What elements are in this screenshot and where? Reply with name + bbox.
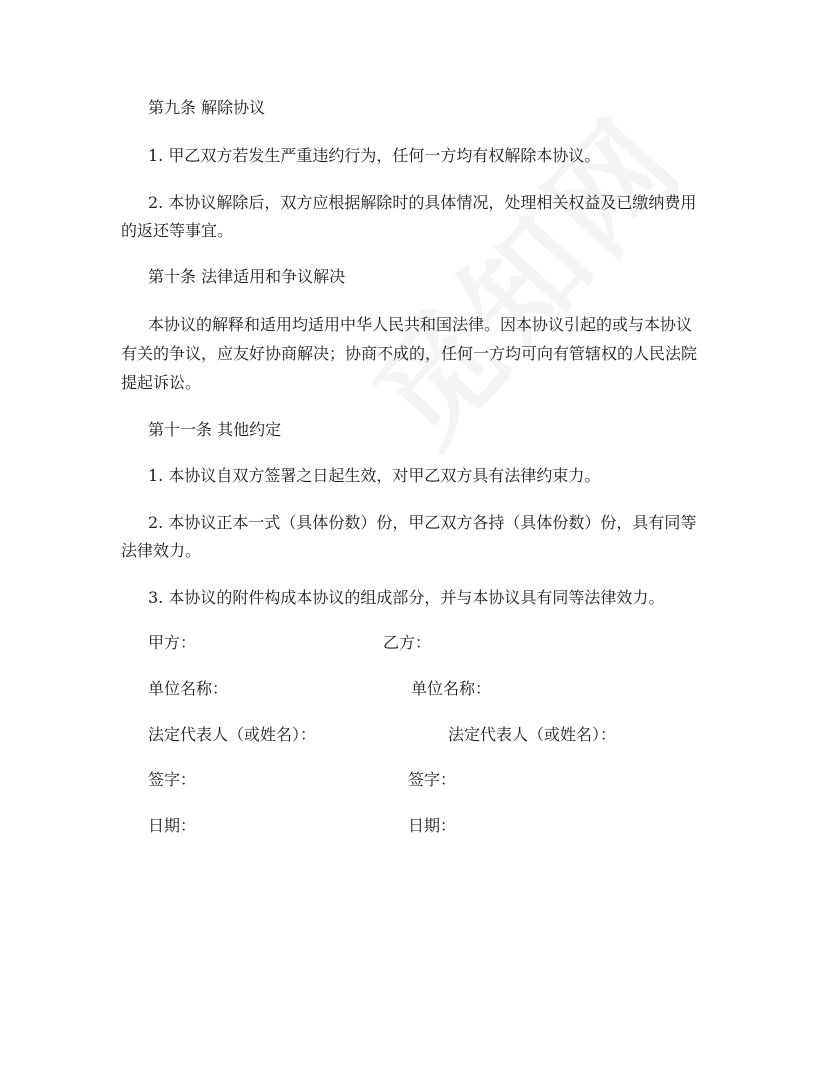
rep-a-label: 法定代表人（或姓名）： (148, 725, 317, 744)
party-a-label: 甲方： (148, 633, 197, 652)
article11-item1: 1. 本协议自双方签署之日起生效，对甲乙双方具有法律约束力。 (148, 466, 601, 485)
date-b-label: 日期： (408, 816, 457, 835)
unit-a-label: 单位名称： (148, 679, 229, 698)
date-a-label: 日期： (148, 816, 197, 835)
article10-heading: 第十条 法律适用和争议解决 (148, 267, 346, 286)
article9-item1: 1. 甲乙双方若发生严重违约行为，任何一方均有权解除本协议。 (148, 146, 601, 165)
unit-b-label: 单位名称： (411, 679, 492, 698)
article9-item2-line2: 的返还等事宜。 (121, 221, 234, 240)
article11-item3: 3. 本协议的附件构成本协议的组成部分，并与本协议具有同等法律效力。 (148, 588, 665, 607)
watermark (330, 75, 715, 475)
rep-b-label: 法定代表人（或姓名）： (448, 725, 617, 744)
article9-item2-line1: 2. 本协议解除后，双方应根据解除时的具体情况，处理相关权益及已缴纳费用 (148, 193, 697, 212)
article11-item2-line2: 法律效力。 (121, 541, 202, 560)
article9-heading: 第九条 解除协议 (148, 98, 266, 117)
party-b-label: 乙方： (383, 633, 432, 652)
article11-item2-line1: 2. 本协议正本一式（具体份数）份，甲乙双方各持（具体份数）份，具有同等 (148, 513, 697, 532)
sign-b-label: 签字： (408, 770, 457, 789)
article10-para-line2: 有关的争议，应友好协商解决；协商不成的，任何一方均可向有管辖权的人民法院 (121, 344, 698, 363)
sign-a-label: 签字： (148, 770, 197, 789)
article10-para-line3: 提起诉讼。 (121, 373, 202, 392)
article11-heading: 第十一条 其他约定 (148, 420, 282, 439)
article10-para-line1: 本协议的解释和适用均适用中华人民共和国法律。因本协议引起的或与本协议 (148, 315, 693, 334)
